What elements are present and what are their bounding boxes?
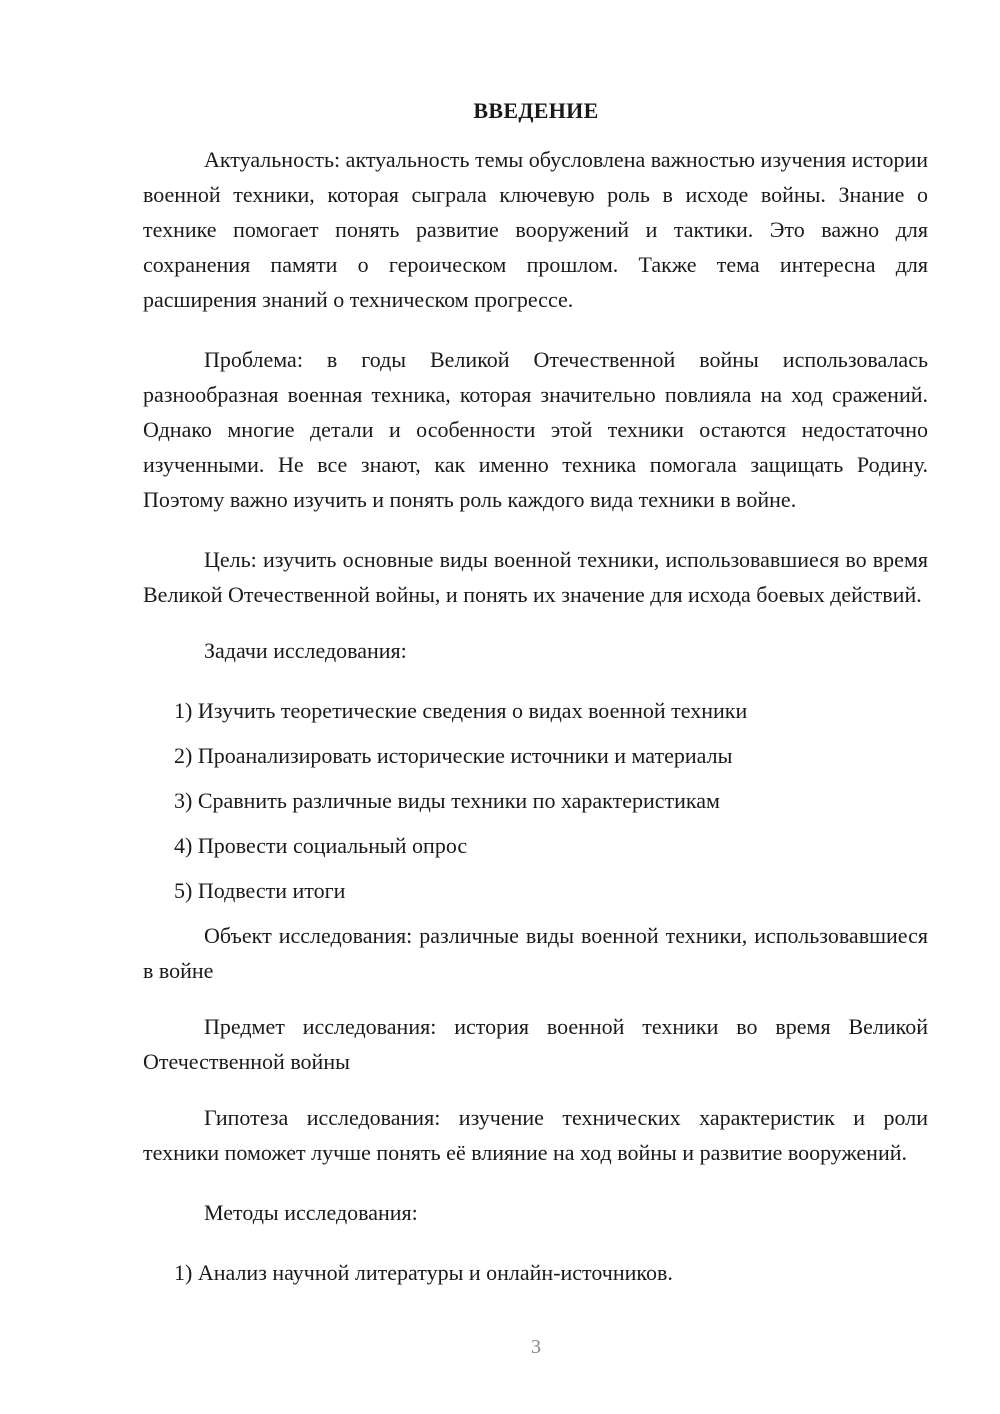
document-body	[143, 142, 928, 1300]
problem-paragraph: Проблема: в годы Великой Отечественной войны использовалась разнообразная военная техника, которая значительно повлияла на ход сражений. Однако многие детали и особенности этой техники остаются недостаточно изученными. Не все знают, как именно техника помогала защищать Родину. Поэтому важно изучить и понять роль каждого вида техники в войне.	[143, 347, 928, 512]
relevance-paragraph: Актуальность: актуальность темы обусловлена важностью изучения истории военной техники, которая сыграла ключевую роль в исходе войны. Знание о технике помогает понять развитие вооружений и тактики. Это важно для сохранения памяти о героическом прошлом. Также тема интересна для расширения знаний о техническом прогрессе.	[143, 147, 928, 312]
subject-paragraph: Предмет исследования: история военной техники во время Великой Отечественной войны	[143, 1014, 928, 1074]
method-item-1: 1) Анализ научной литературы и онлайн-источников.	[174, 1260, 673, 1285]
page-number: 3	[531, 1336, 541, 1358]
page-title: ВВЕДЕНИЕ	[473, 98, 599, 123]
task-item-4: 4) Провести социальный опрос	[174, 833, 468, 858]
task-item-2: 2) Проанализировать исторические источники и материалы	[174, 743, 733, 768]
methods-list	[143, 1255, 928, 1290]
task-item-3: 3) Сравнить различные виды техники по характеристикам	[174, 788, 720, 813]
task-item-1: 1) Изучить теоретические сведения о видах военной техники	[174, 698, 748, 723]
methods-heading: Методы исследования:	[204, 1200, 418, 1225]
goal-paragraph: Цель: изучить основные виды военной техники, использовавшиеся во время Великой Отечественной войны, и понять их значение для исхода боевых действий.	[143, 547, 928, 607]
tasks-heading: Задачи исследования:	[204, 638, 407, 663]
object-paragraph: Объект исследования: различные виды военной техники, использовавшиеся в войне	[143, 923, 928, 983]
task-item-5: 5) Подвести итоги	[174, 878, 346, 903]
tasks-list	[143, 693, 928, 908]
hypothesis-paragraph: Гипотеза исследования: изучение технических характеристик и роли техники поможет лучше понять её влияние на ход войны и развитие вооружений.	[143, 1105, 928, 1165]
